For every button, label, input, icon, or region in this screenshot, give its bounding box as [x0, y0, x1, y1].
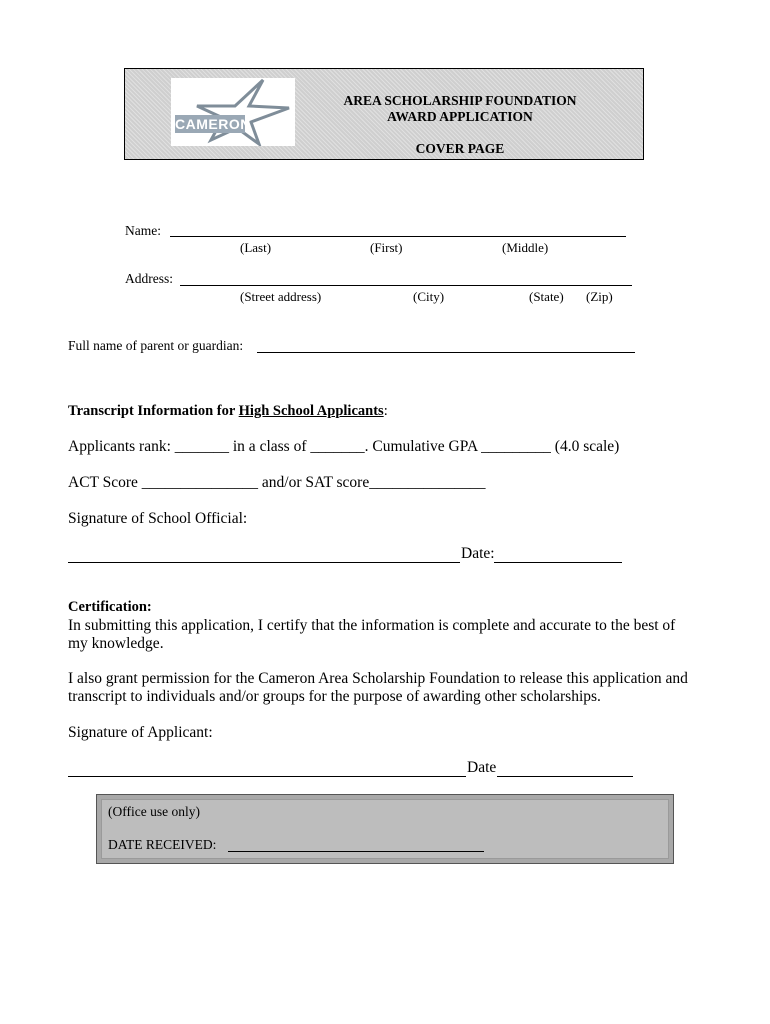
name-last-caption: (Last) — [240, 240, 272, 255]
star-icon — [171, 78, 295, 146]
school-date-field[interactable] — [494, 562, 622, 563]
office-use-label: (Office use only) — [108, 804, 200, 819]
school-date-label: Date: — [461, 545, 495, 562]
name-middle-caption: (Middle) — [502, 240, 549, 255]
logo-text: CAMERON — [175, 116, 251, 132]
office-use-panel — [101, 799, 669, 859]
header-title-award: AWARD APPLICATION — [387, 109, 533, 124]
address-zip-caption: (Zip) — [586, 289, 613, 304]
applicant-date-label: Date — [467, 759, 497, 776]
date-received-field[interactable] — [228, 851, 484, 852]
parent-field[interactable] — [257, 352, 635, 353]
office-use-box — [96, 794, 674, 864]
address-field[interactable] — [180, 285, 632, 286]
cameron-logo — [171, 78, 295, 146]
address-label: Address: — [125, 271, 173, 286]
applicant-signature-label: Signature of Applicant: — [68, 724, 213, 741]
test-score-line[interactable]: ACT Score _______________ and/or SAT score_______________ — [68, 474, 486, 491]
parent-label: Full name of parent or guardian: — [68, 338, 244, 353]
address-city-caption: (City) — [413, 289, 445, 304]
applicant-date-field[interactable] — [497, 776, 633, 777]
date-received-label: DATE RECEIVED: — [108, 837, 217, 852]
address-state-caption: (State) — [529, 289, 564, 304]
address-street-caption: (Street address) — [240, 289, 322, 304]
header-banner — [124, 68, 644, 160]
rank-gpa-line[interactable]: Applicants rank: _______ in a class of _______. Cumulative GPA _________ (4.0 scale) — [68, 438, 620, 455]
header-title-foundation: AREA SCHOLARSHIP FOUNDATION — [343, 93, 577, 108]
name-field[interactable] — [170, 236, 626, 237]
name-label: Name: — [125, 223, 161, 238]
certification-heading: Certification: — [68, 599, 152, 615]
certification-text: In submitting this application, I certify that the information is complete and accurate to the best of my knowledge. — [68, 617, 676, 652]
transcript-heading: Transcript Information for High School Applicants: — [68, 403, 388, 419]
permission-text: I also grant permission for the Cameron Area Scholarship Foundation to release this application and transcript to individuals and/or groups for the purpose of awarding other scholarships. — [68, 670, 688, 705]
header-title-cover: COVER PAGE — [415, 141, 505, 156]
school-official-signature-label: Signature of School Official: — [68, 510, 248, 527]
name-first-caption: (First) — [370, 240, 403, 255]
applicant-signature-field[interactable] — [68, 776, 466, 777]
school-official-signature-field[interactable] — [68, 562, 460, 563]
